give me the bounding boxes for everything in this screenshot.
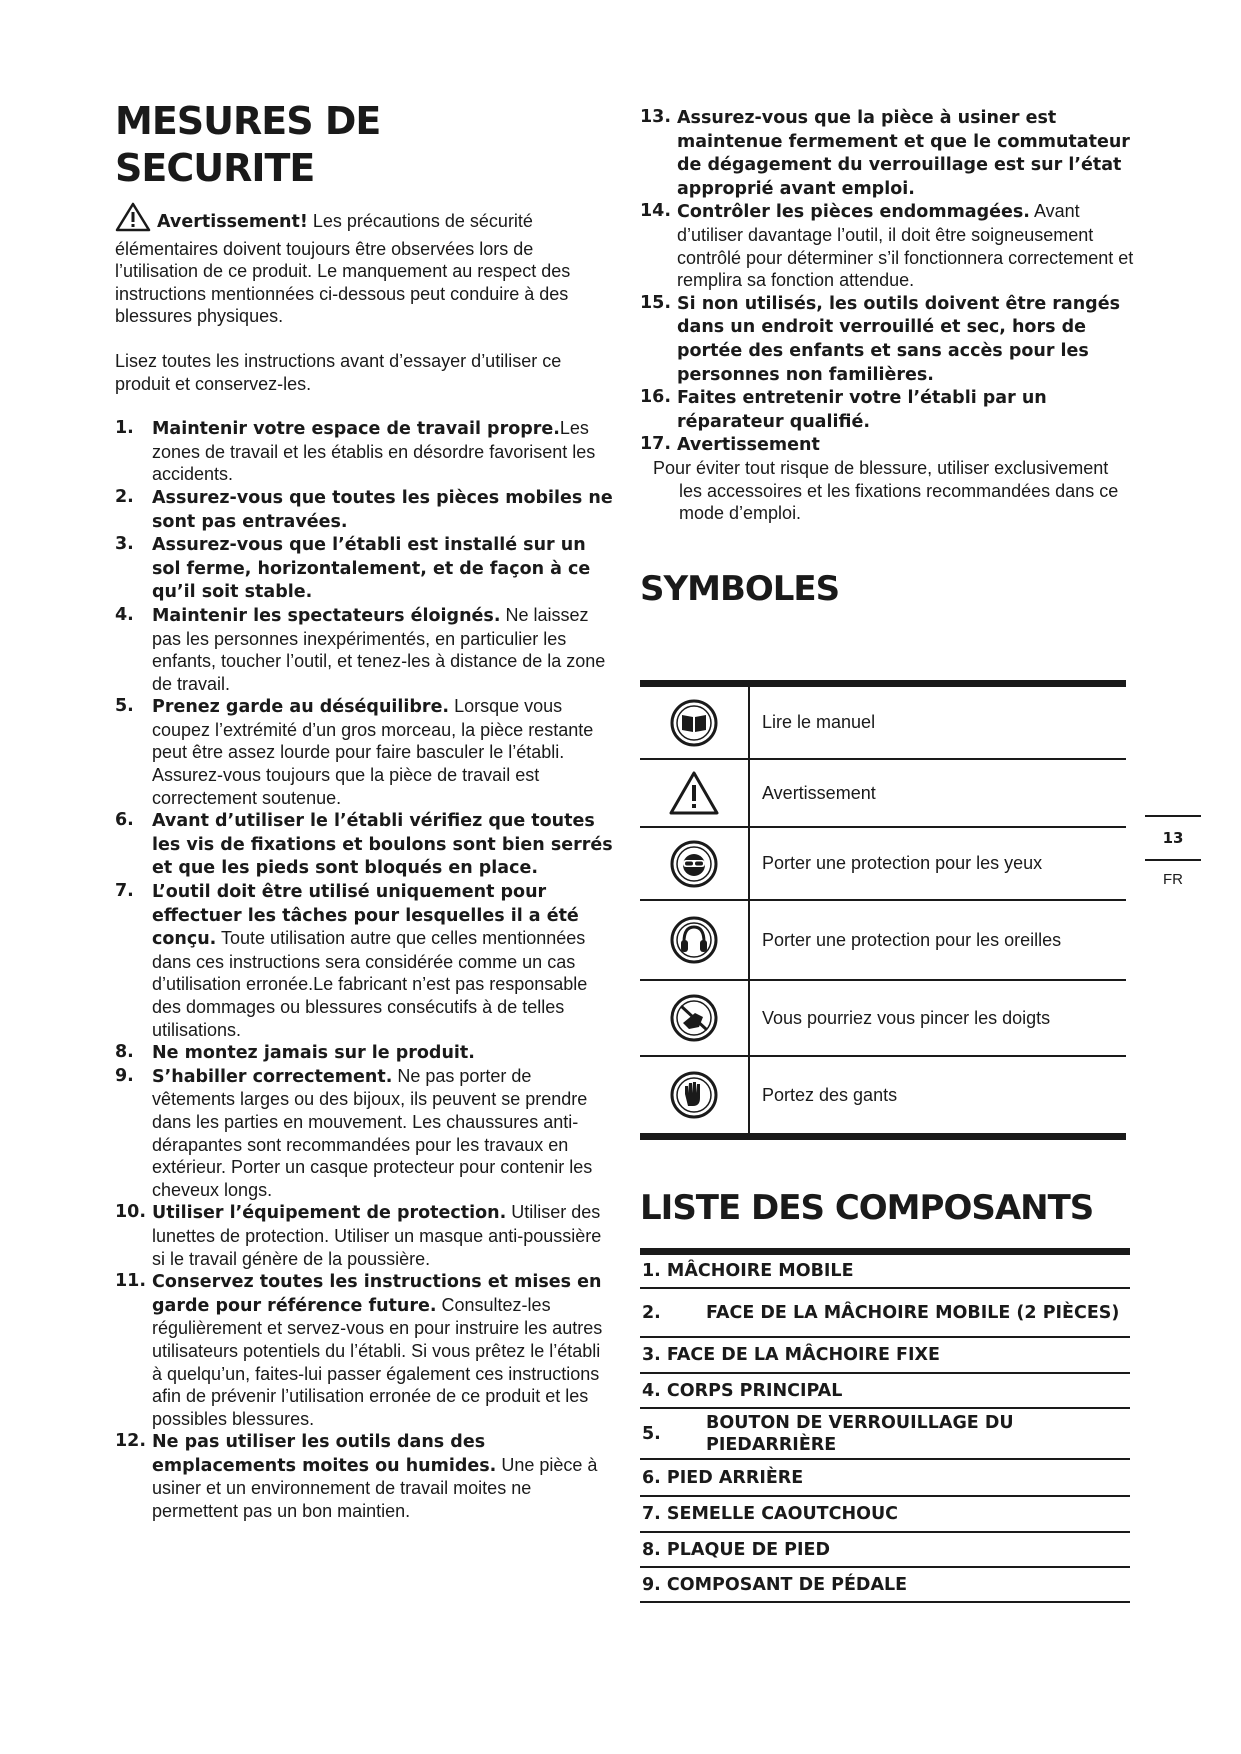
list-item: 5. Prenez garde au déséquilibre. Lorsque vous coupez l’extrémité d’un gros morceau, la pièce restante peut être assez lourde pour faire basculer le l’établi. Assurez-vous toujours que la pièce de travail est correctement soutenue. (115, 696, 594, 808)
page-number: 13 (1162, 829, 1184, 847)
list-item: 10. Utiliser l’équipement de protection. Utiliser des lunettes de protection. Utiliser un masque anti-poussière si le travail génère de la poussière. (115, 1202, 602, 1269)
list-item: 6. Avant d’utiliser le l’établi vérifiez que toutes les vis de fixations et boulons sont bien serrés et que les pieds sont bloqués en place. (115, 810, 613, 879)
list-item: 13. Assurez-vous que la pièce à usiner est maintenue fermement et que le commutateur de dégagement du verrouillage est sur l’état approprié avant emploi. (640, 107, 1130, 199)
components-title: LISTE DES COMPOSANTS (640, 1188, 1094, 1228)
table-row: 1. MÂCHOIRE MOBILE (640, 1255, 1130, 1289)
symbols-title: SYMBOLES (640, 568, 840, 609)
table-row: 5. BOUTON DE VERROUILLAGE DU PIEDARRIÈRE (640, 1409, 1130, 1460)
warning-label: Avertissement! (157, 212, 308, 232)
list-item: 7. L’outil doit être utilisé uniquement pour effectuer les tâches pour lesquelles il a été conçu. Toute utilisation autre que celles mentionnées dans ces instructions sera considérée comme un cas d’utilisation erronée.Le fabricant n’est pas responsable des dommages ou blessures consécutifs à de telles utilisations. (115, 881, 588, 1040)
table-row: 9. COMPOSANT DE PÉDALE (640, 1568, 1130, 1603)
item17-text: Pour éviter tout risque de blessure, utiliser exclusivement les accessoires et les fixations recommandées dans ce mode d’emploi. (653, 457, 1119, 524)
safety-title (115, 98, 615, 192)
manual-icon (640, 687, 750, 758)
components-table (640, 1248, 1130, 1603)
list-item: 17. Avertissement (640, 434, 820, 456)
symbol-label: Lire le manuel (762, 712, 876, 732)
warning-icon (115, 202, 151, 238)
safety-section-continued (640, 106, 1135, 609)
gloves-icon (640, 1057, 750, 1133)
safety-title-line1: MESURES DE (115, 99, 381, 143)
list-item: 1. Maintenir votre espace de travail propre.Les zones de travail et les établis en désordre favorisent les accidents. (115, 418, 596, 485)
symbol-label: Porter une protection pour les oreilles (762, 929, 1062, 950)
language-code: FR (1163, 871, 1183, 888)
eye-protection-icon (640, 828, 750, 899)
warning-paragraph (115, 202, 615, 328)
list-item: 16. Faites entretenir votre l’établi par un réparateur qualifié. (640, 387, 1047, 432)
safety-list-right (640, 106, 1135, 457)
pinch-hazard-icon (640, 981, 750, 1055)
table-row: 4. CORPS PRINCIPAL (640, 1374, 1130, 1409)
list-item: 12. Ne pas utiliser les outils dans des emplacements moites ou humides. Une pièce à usiner et un environnement de travail moites ne permettent pas un bon maintien. (115, 1431, 598, 1522)
safety-title-line2: SECURITE (115, 146, 315, 190)
safety-list-left (115, 417, 615, 1523)
ear-protection-icon (640, 901, 750, 979)
safety-section (115, 98, 615, 1523)
symbol-row (640, 901, 1126, 981)
list-item: 2. Assurez-vous que toutes les pièces mobiles ne sont pas entravées. (115, 486, 613, 532)
symbol-row (640, 981, 1126, 1057)
list-item: 15. Si non utilisés, les outils doivent être rangés dans un endroit verrouillé et sec, hors de portée des enfants et sans accès pour les personnes non familières. (640, 292, 1120, 385)
table-row: 3. FACE DE LA MÂCHOIRE FIXE (640, 1338, 1130, 1374)
symbol-row (640, 687, 1126, 760)
symbol-row (640, 1057, 1126, 1133)
intro-text: Lisez toutes les instructions avant d’essayer d’utiliser ce produit et conservez-les. (115, 350, 562, 394)
warning-text: Les précautions de sécurité élémentaires doivent toujours être observées lors de l’utilisation de ce produit. Le manquement au respect des instructions mentionnées ci-dessous peut conduire à des blessures physiques. (115, 211, 571, 327)
list-item: 8. Ne montez jamais sur le produit. (115, 1042, 475, 1064)
symbol-label: Porter une protection pour les yeux (762, 853, 1043, 873)
symbol-label: Avertissement (762, 782, 876, 803)
symbol-label: Portez des gants (762, 1084, 898, 1105)
symbols-table (640, 680, 1126, 1140)
symbol-row (640, 760, 1126, 828)
list-item: 3. Assurez-vous que l’établi est installé sur un sol ferme, horizontalement, et de façon à ce qu’il soit stable. (115, 534, 591, 603)
list-item: 11. Conservez toutes les instructions et mises en garde pour référence future. Consultez-les régulièrement et servez-vous en pour instruire les autres utilisateurs potentiels du l’établi. Si vous prêtez le l’établi à quelqu’un, faites-lui passer également ces instructions afin de prévenir l’utilisation erronée de ce produit et les possibles blessures. (115, 1271, 603, 1429)
table-row: 7. SEMELLE CAOUTCHOUC (640, 1497, 1130, 1533)
page-tab (1145, 815, 1201, 899)
table-row: 2. FACE DE LA MÂCHOIRE MOBILE (2 PIÈCES) (640, 1289, 1130, 1338)
warning-icon (640, 760, 750, 826)
symbol-label: Vous pourriez vous pincer les doigts (762, 1007, 1051, 1028)
list-item: 9. S’habiller correctement. Ne pas porter de vêtements larges ou des bijoux, ils peuvent se prendre dans les parties en mouvement. Les chaussures anti-dérapantes sont recommandées pour les travaux en extérieur. Porter un casque protecteur pour contenir les cheveux longs. (115, 1065, 593, 1200)
table-row: 6. PIED ARRIÈRE (640, 1460, 1130, 1497)
symbol-row (640, 828, 1126, 901)
list-item: 4. Maintenir les spectateurs éloignés. Ne laissez pas les personnes inexpérimentés, en particulier les enfants, toucher l’outil, et tenez-les à distance de la zone de travail. (115, 604, 606, 694)
table-row: 8. PLAQUE DE PIED (640, 1533, 1130, 1568)
list-item: 14. Contrôler les pièces endommagées. Avant d’utiliser davantage l’outil, il doit être soigneusement contrôlé pour déterminer s’il fonctionnera correctement et remplira sa fonction attendue. (640, 201, 1134, 291)
